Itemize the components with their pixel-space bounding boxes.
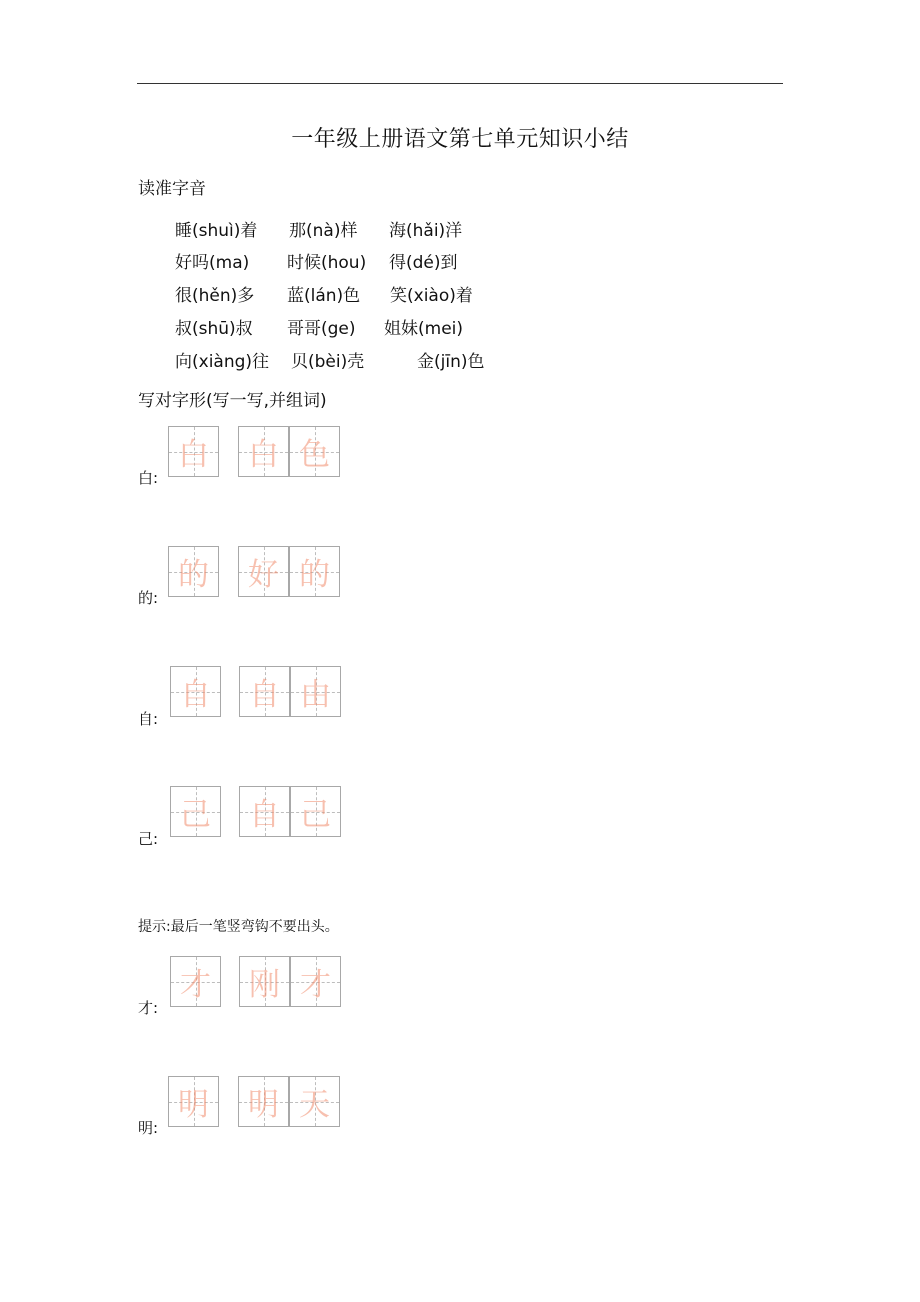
trace-char: 由 bbox=[300, 677, 331, 713]
header-rule bbox=[137, 83, 783, 84]
page-title: 一年级上册语文第七单元知识小结 bbox=[291, 127, 629, 152]
trace-char: 色 bbox=[299, 437, 330, 473]
hint-text: 提示:最后一笔竖弯钩不要出头。 bbox=[138, 919, 339, 935]
trace-char: 自 bbox=[249, 797, 280, 833]
trace-char: 白 bbox=[248, 437, 279, 473]
pinyin-word: 时候(hou) bbox=[287, 253, 367, 273]
tracing-box bbox=[170, 786, 221, 837]
trace-char: 明 bbox=[248, 1087, 279, 1123]
tracing-box bbox=[290, 956, 341, 1007]
pinyin-word: 得(dé)到 bbox=[389, 253, 458, 273]
tracing-box bbox=[238, 426, 289, 477]
tracing-box bbox=[168, 426, 219, 477]
pinyin-word: 睡(shuì)着 bbox=[175, 221, 258, 241]
pinyin-word: 哥哥(ge) bbox=[287, 319, 356, 339]
trace-char: 的 bbox=[299, 557, 330, 593]
trace-char: 天 bbox=[299, 1087, 330, 1123]
pinyin-word: 好吗(ma) bbox=[175, 253, 250, 273]
char-label: 自: bbox=[138, 710, 159, 728]
pinyin-word: 那(nà)样 bbox=[289, 221, 358, 241]
tracing-box bbox=[290, 786, 341, 837]
trace-char: 白 bbox=[178, 437, 209, 473]
trace-char: 自 bbox=[180, 677, 211, 713]
pinyin-word: 金(jīn)色 bbox=[417, 352, 485, 372]
trace-char: 己 bbox=[300, 797, 331, 833]
tracing-box bbox=[289, 426, 340, 477]
pinyin-word: 姐妹(mei) bbox=[384, 319, 464, 339]
tracing-box bbox=[168, 1076, 219, 1127]
tracing-box bbox=[239, 956, 290, 1007]
tracing-box bbox=[289, 546, 340, 597]
trace-char: 才 bbox=[180, 967, 211, 1003]
pinyin-word: 叔(shū)叔 bbox=[175, 319, 253, 339]
trace-char: 刚 bbox=[249, 967, 280, 1003]
tracing-box bbox=[239, 786, 290, 837]
tracing-box bbox=[239, 666, 290, 717]
trace-char: 的 bbox=[178, 557, 209, 593]
pinyin-word: 蓝(lán)色 bbox=[287, 286, 361, 306]
char-label: 己: bbox=[138, 830, 159, 848]
char-label: 明: bbox=[138, 1119, 159, 1137]
char-label: 白: bbox=[138, 469, 159, 487]
pinyin-word: 贝(bèi)壳 bbox=[291, 352, 365, 372]
tracing-box bbox=[170, 956, 221, 1007]
tracing-box bbox=[168, 546, 219, 597]
tracing-box bbox=[238, 546, 289, 597]
char-label: 才: bbox=[138, 999, 159, 1017]
tracing-box bbox=[238, 1076, 289, 1127]
tracing-box bbox=[170, 666, 221, 717]
trace-char: 己 bbox=[180, 797, 211, 833]
trace-char: 好 bbox=[248, 557, 279, 593]
pinyin-word: 笑(xiào)着 bbox=[390, 286, 473, 306]
section-heading-writing: 写对字形(写一写,并组词) bbox=[138, 391, 327, 411]
pinyin-word: 很(hěn)多 bbox=[175, 286, 255, 306]
trace-char: 才 bbox=[300, 967, 331, 1003]
char-label: 的: bbox=[138, 589, 159, 607]
pinyin-word: 海(hǎi)洋 bbox=[389, 221, 463, 241]
trace-char: 自 bbox=[249, 677, 280, 713]
tracing-box bbox=[290, 666, 341, 717]
pinyin-word: 向(xiàng)往 bbox=[175, 352, 270, 372]
tracing-box bbox=[289, 1076, 340, 1127]
trace-char: 明 bbox=[178, 1087, 209, 1123]
section-heading-pinyin: 读准字音 bbox=[138, 179, 206, 199]
